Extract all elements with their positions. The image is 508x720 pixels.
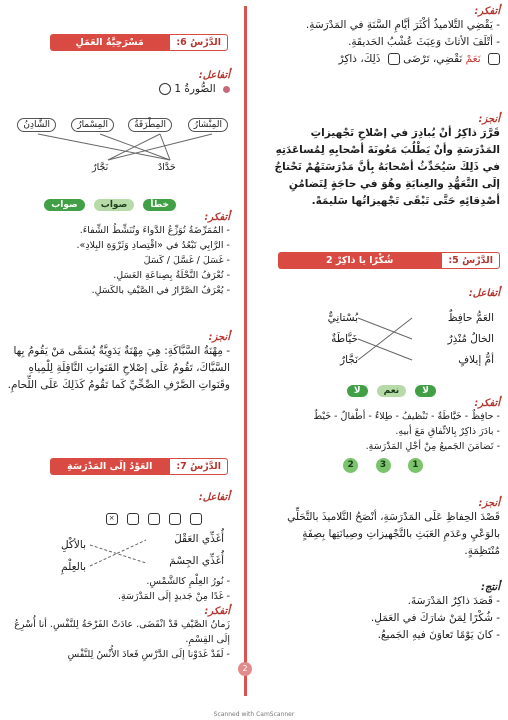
lesson-label: الدَّرْسُ 7: (169, 458, 228, 475)
answer-word: نَعَمْ (465, 53, 481, 65)
section-heading: أتفكر: (474, 6, 500, 17)
word-box: الشَّادِنُ (17, 118, 56, 132)
lesson-title: العَوْدُ إلَى المَدْرَسَةِ (50, 458, 169, 475)
match-item: العَمُّ حافِظٌ (447, 312, 494, 324)
answer-line: - الرَّابِي تَبْعُدُ في «اقْتِصادِ وَثَرْوَةِ البِلادِ». (76, 240, 230, 251)
order-number: 3 (376, 458, 391, 473)
answer-line: - يَقْضِي التَّلاميذُ أكْثَرَ أيَّامِ السَّنَةِ في المَدْرَسَةِ. (305, 19, 500, 31)
section-heading: أنجز: (208, 332, 230, 343)
think-section-2 (266, 398, 500, 473)
match-item: بالأكْلِ (60, 539, 86, 551)
match-item: الخالُ مُنْذِرٌ (447, 333, 494, 345)
do-section-2 (266, 498, 500, 560)
answer-line: - غَدًا مِنْ جَديدٍ إلَى المَدْرَسَةِ. (117, 591, 230, 602)
scanner-footer: Scanned with CamScanner (213, 711, 295, 718)
answer-line: - تُعْرَفُ النَّحْلَةُ بِصِناعَةِ العَسَلِ. (113, 270, 230, 281)
answer-pill: نعم (377, 385, 407, 397)
answer-pill: لا (415, 385, 436, 397)
answer-line: - نُورُ العِلْمِ كالشَّمْسِ. (146, 576, 230, 587)
section-heading: أتفكر: (204, 212, 230, 223)
target-word: حَدَّادٌ (158, 162, 176, 173)
answer-line: - لَقَدْ غَدَوْنا إلَى الدَّرْسِ فَعادَ الأُنْسُ لِلنَّفْسِ (67, 649, 230, 660)
answer-line: - بادَرَ ذاكِرٌ بِالاتِّفاقِ مَعَ أبيهِ. (395, 426, 500, 437)
answer-line: زَمانُ الصَّيْفِ قَدْ انْقَضَى. عادَتْ الفَرْحَةُ لِلنَّفْسِ. أنا أُسْرِعُ إلَى القِسْمِ. (14, 619, 230, 645)
section-heading: أتفاعل: (198, 70, 230, 81)
produce-section (266, 582, 500, 644)
think-section-4 (4, 606, 230, 662)
lesson-label: الدَّرْسُ 6: (169, 34, 228, 51)
answer-line: - المُمَرِّضَةُ تُوَزِّعُ الدَّواءَ وتُنَشِّطُ الشِّفاءَ. (79, 225, 230, 236)
match-item: بالعِلْمِ (61, 561, 86, 573)
match-item: نَجَّارٌ (340, 354, 358, 366)
answer-line: - غَسَلَ / غَسَّلَ / كَسَلَ (143, 255, 230, 266)
answer-line: - شُكْرًا لِمَنْ شارَكَ في العَمَلِ. (370, 612, 500, 624)
lesson-label: الدَّرْسُ 5: (441, 252, 500, 269)
word-box: المِسْمارُ (71, 118, 114, 132)
match-item: بُسْتانِيٌّ (327, 312, 358, 324)
answer-line: - حافِظٌ - خَيَّاطَةٌ - تَنْظيفُ - طِلاءٌ - أطْفالٌ - خَيْطٌ (313, 411, 500, 422)
answer-pill: لا (347, 385, 368, 397)
left-column (0, 0, 238, 708)
match-item: أمُّ إيلافٍ (458, 354, 494, 366)
image-label: الصُّورةُ 1 (174, 83, 216, 95)
lesson-title: شُكْرًا يا ذاكِرْ 2 (278, 252, 441, 269)
answer-word: ذَلِكَ، ذاكِرْ (338, 53, 381, 65)
order-number: 1 (408, 458, 423, 473)
answer-line: - يُعْرَفُ الصَّرَّارُ في الصَّيْفِ بالكَسَلِ. (91, 285, 230, 296)
answer-pill: خطأ (143, 199, 176, 211)
order-numbers (266, 456, 500, 473)
paragraph: قَرَّرَ ذاكِرُ أنْ يُبادِرَ في إصْلاحِ تَجْهيزاتِ المَدْرَسَةِ وأنْ يَطْلُبَ مَعُونَةَ أصْحابِهِ لِمُساعَدَتِهِ في ذَلِكَ سَيُحَدِّثُ أصْحابَهُ بِأنَّ مَدْرَسَتَهُمْ تَحْتاجُ إلَى التَّعَهُّدِ والعِنايَةِ وهُوَ في حاجَةٍ لِتَضامُنِ أصْدِقائِهِ حَتَّى تَبْقَى تَجْهيزاتُها سَليمَةً. (274, 127, 500, 207)
section-heading: أتفاعل: (468, 288, 500, 299)
interact-lines (4, 574, 230, 604)
word-box: المِطْرَقَةُ (128, 118, 172, 132)
page-number: 2 (238, 662, 252, 676)
right-column (262, 0, 508, 708)
lesson-title: مَسْرَحِيَّةُ العَمَلِ (50, 34, 169, 51)
order-number: 2 (343, 458, 358, 473)
checked-box: × (106, 513, 118, 525)
word-box: المِنْشارُ (188, 118, 228, 132)
section-heading: أتفكر: (204, 606, 230, 617)
section-heading: أنجز: (478, 114, 500, 125)
answer-pill: صواب (94, 199, 134, 211)
section-heading: أنتج: (480, 582, 500, 593)
section-heading: أتفكر: (474, 398, 500, 409)
paragraph: - مِهْنَةُ السَّبَّاكَةِ: هِيَ مِهْنَةٌ يَدَوِيَّةٌ يُسَمَّى مَنْ يَقُومُ بِها السَّبَّاكَ، تَقُومُ عَلَى إصْلاحِ القَنَواتِ النَّاقِلَةِ لِلْمِياهِ وقَنَواتِ الصَّرْفِ الصِّحِّيِّ كَما تَقُومُ كَذَلِكَ عَلَى اللِّحامِ. (7, 345, 230, 391)
match-item: أُغَذِّي العَقْلَ (174, 533, 224, 545)
column-divider (244, 6, 247, 696)
section-heading: أتفاعل: (198, 492, 230, 503)
match-item: خَيَّاطَةٌ (331, 333, 358, 345)
answer-line: - قَصَدَ ذاكِرٌ المَدْرَسَةَ. (407, 595, 500, 607)
answer-line: - تَضامَنَ الجَميعُ مِنْ أجْلِ المَدْرَسَةِ. (365, 441, 500, 452)
match-item: أُغَذِّي الجِسْمَ (169, 555, 224, 567)
answer-line: - كانَ يَوْمًا تَعاوَنَ فيهِ الجَميعُ. (377, 629, 500, 641)
paragraph: قَصْدَ الحِفاظِ عَلَى المَدْرَسَةِ، أنْصَحُ التَّلاميذَ بالتَّحَلِّي بالوَعْيِ وعَدَمِ العَبَثِ بالتَّجْهيزاتِ وصِيانَتِها بِصِفَةٍ مُنْتَظِمَةٍ. (287, 511, 500, 557)
target-word: نَجَّارٌ (92, 162, 109, 173)
answer-pills (343, 378, 436, 397)
answer-line: - أتْلَفَ الأثاثَ وَعِبَثَ عُشْبُ الحَديقَةِ. (348, 36, 500, 48)
answer-pill: صواب (44, 199, 84, 211)
answer-word: نَقْضِي، تَرْضَى (403, 53, 463, 65)
section-heading: أنجز: (478, 498, 500, 509)
